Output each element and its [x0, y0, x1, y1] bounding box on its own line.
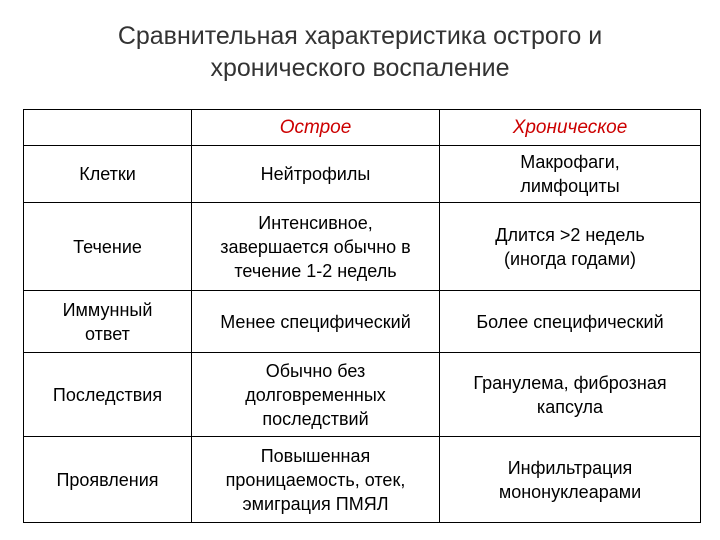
cell-line: течение 1-2 недель	[234, 260, 397, 281]
row-label-cell	[24, 146, 192, 203]
chronic-cell	[440, 203, 701, 291]
chronic-cell	[440, 146, 701, 203]
cell-line: долговременных	[245, 384, 386, 405]
cell-line: Течение	[73, 236, 142, 257]
cell-line: Клетки	[79, 164, 136, 184]
header-acute-cell: Острое	[192, 110, 440, 146]
cell-line: ответ	[85, 323, 130, 344]
cell-line: эмиграция ПМЯЛ	[242, 493, 389, 514]
row-label-cell	[24, 291, 192, 353]
comparison-table	[23, 109, 701, 523]
cell-line: Интенсивное,	[258, 212, 373, 233]
cell-line: Проявления	[56, 469, 159, 490]
cell-line: Инфильтрация	[507, 457, 633, 478]
table-row-manifestations	[24, 437, 701, 523]
row-label-cell	[24, 437, 192, 523]
cell-line: капсула	[536, 396, 604, 417]
cell-line: Менее специфический	[220, 311, 411, 332]
cell-line: Иммунный	[62, 299, 153, 320]
acute-cell	[192, 203, 440, 291]
chronic-cell	[440, 437, 701, 523]
cell-line: лимфоциты	[520, 176, 620, 196]
cell-line: Обычно без	[265, 360, 366, 381]
slide-title	[40, 20, 680, 84]
cell-line: Гранулема, фиброзная	[473, 372, 667, 393]
cell-line: последствий	[262, 408, 369, 429]
header-chronic-cell: Хроническое	[440, 110, 701, 146]
table-row-immune-response	[24, 291, 701, 353]
cell-line: Нейтрофилы	[260, 164, 371, 184]
cell-line: Более специфический	[476, 311, 664, 332]
cell-line: (иногда годами)	[504, 248, 636, 269]
table-row-course	[24, 203, 701, 291]
cell-line: Макрофаги,	[520, 152, 620, 172]
acute-cell	[192, 437, 440, 523]
acute-cell	[192, 146, 440, 203]
slide-title-line-2: хронического воспаление	[210, 54, 510, 82]
row-label-cell	[24, 353, 192, 437]
row-label-cell	[24, 203, 192, 291]
chronic-cell	[440, 291, 701, 353]
slide-title-line-1: Сравнительная характеристика острого и	[117, 22, 603, 50]
cell-line: Длится >2 недель	[495, 224, 645, 245]
cell-line: завершается обычно в	[220, 236, 411, 257]
cell-line: Последствия	[52, 384, 163, 405]
acute-cell	[192, 353, 440, 437]
table-header-row	[24, 110, 701, 146]
header-corner-cell	[24, 110, 192, 146]
acute-cell	[192, 291, 440, 353]
cell-line: Повышенная	[260, 445, 371, 466]
table-row-cells	[24, 146, 701, 203]
table-row-consequences	[24, 353, 701, 437]
chronic-cell	[440, 353, 701, 437]
cell-line: проницаемость, отек,	[225, 469, 406, 490]
cell-line: мононуклеарами	[498, 481, 642, 502]
